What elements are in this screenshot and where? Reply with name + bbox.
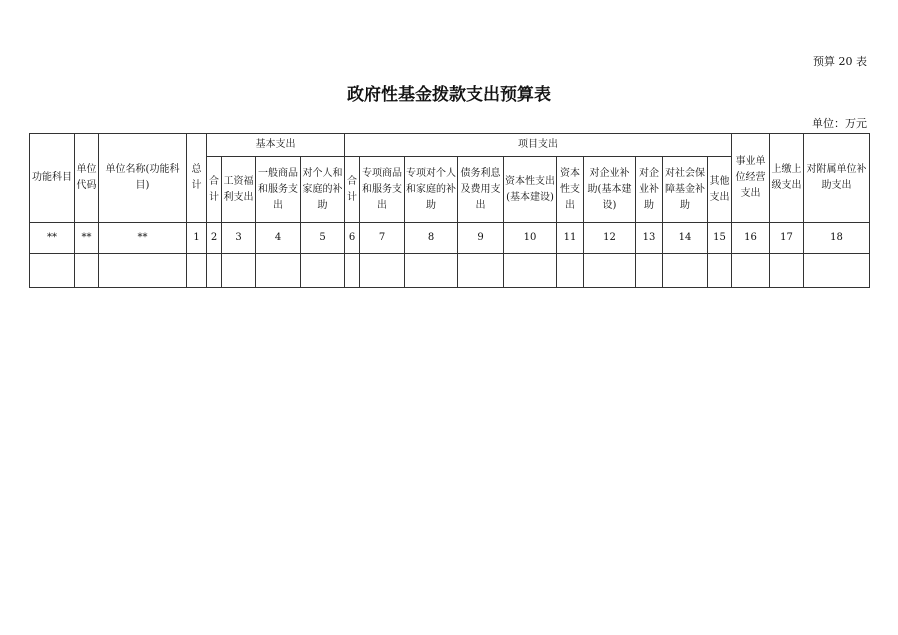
header-basic-group: 基本支出 (207, 134, 345, 157)
empty-cell (345, 254, 360, 288)
empty-cell (187, 254, 207, 288)
code-cell: 9 (458, 223, 504, 254)
code-cell: 16 (732, 223, 770, 254)
code-cell: 5 (301, 223, 345, 254)
empty-cell (360, 254, 405, 288)
header-basic-personal: 对个人和家庭的补助 (301, 157, 345, 223)
header-proj-goods: 专项商品和服务支出 (360, 157, 405, 223)
empty-cell (770, 254, 804, 288)
code-cell: 10 (504, 223, 557, 254)
code-cell: 1 (187, 223, 207, 254)
code-cell: 3 (222, 223, 256, 254)
code-cell: ** (99, 223, 187, 254)
header-proj-capital: 资本性支出 (557, 157, 584, 223)
header-total: 总计 (187, 134, 207, 223)
header-project-group: 项目支出 (345, 134, 732, 157)
header-proj-capital-build: 资本性支出(基本建设) (504, 157, 557, 223)
code-row (30, 223, 870, 254)
empty-cell (557, 254, 584, 288)
header-unit-name: 单位名称(功能科目) (99, 134, 187, 223)
empty-cell (804, 254, 870, 288)
code-cell: ** (75, 223, 99, 254)
header-func-subject: 功能科目 (30, 134, 75, 223)
empty-cell (207, 254, 222, 288)
empty-cell (99, 254, 187, 288)
code-cell: 6 (345, 223, 360, 254)
header-proj-enterprise-build: 对企业补助(基本建设) (584, 157, 636, 223)
empty-cell (75, 254, 99, 288)
empty-cell (663, 254, 708, 288)
header-proj-enterprise: 对企业补助 (636, 157, 663, 223)
empty-cell (30, 254, 75, 288)
header-proj-personal: 专项对个人和家庭的补助 (405, 157, 458, 223)
header-basic-goods: 一般商品和服务支出 (256, 157, 301, 223)
header-proj-other: 其他支出 (708, 157, 732, 223)
header-affiliated: 对附属单位补助支出 (804, 134, 870, 223)
code-cell: 15 (708, 223, 732, 254)
empty-cell (708, 254, 732, 288)
header-upper-pay: 上缴上级支出 (770, 134, 804, 223)
code-cell: 18 (804, 223, 870, 254)
header-basic-subtotal: 合计 (207, 157, 222, 223)
header-proj-debt: 债务利息及费用支出 (458, 157, 504, 223)
header-row-1 (30, 134, 870, 157)
empty-cell (732, 254, 770, 288)
code-cell: 4 (256, 223, 301, 254)
form-number: 预算 20 表 (813, 55, 867, 68)
unit-label: 单位：万元 (812, 117, 867, 130)
empty-cell (405, 254, 458, 288)
empty-cell (584, 254, 636, 288)
header-proj-subtotal: 合计 (345, 157, 360, 223)
code-cell: 13 (636, 223, 663, 254)
page-title: 政府性基金拨款支出预算表 (347, 85, 551, 105)
code-cell: 11 (557, 223, 584, 254)
code-cell: 14 (663, 223, 708, 254)
code-cell: 2 (207, 223, 222, 254)
header-basic-wage: 工资福利支出 (222, 157, 256, 223)
code-cell: 17 (770, 223, 804, 254)
empty-cell (222, 254, 256, 288)
code-cell: 12 (584, 223, 636, 254)
code-cell: 8 (405, 223, 458, 254)
header-career-op: 事业单位经营支出 (732, 134, 770, 223)
header-unit-code: 单位代码 (75, 134, 99, 223)
budget-table (29, 133, 870, 288)
code-cell: 7 (360, 223, 405, 254)
code-cell: ** (30, 223, 75, 254)
header-proj-social: 对社会保障基金补助 (663, 157, 708, 223)
empty-cell (301, 254, 345, 288)
empty-data-row (30, 254, 870, 288)
empty-cell (458, 254, 504, 288)
empty-cell (256, 254, 301, 288)
empty-cell (504, 254, 557, 288)
empty-cell (636, 254, 663, 288)
